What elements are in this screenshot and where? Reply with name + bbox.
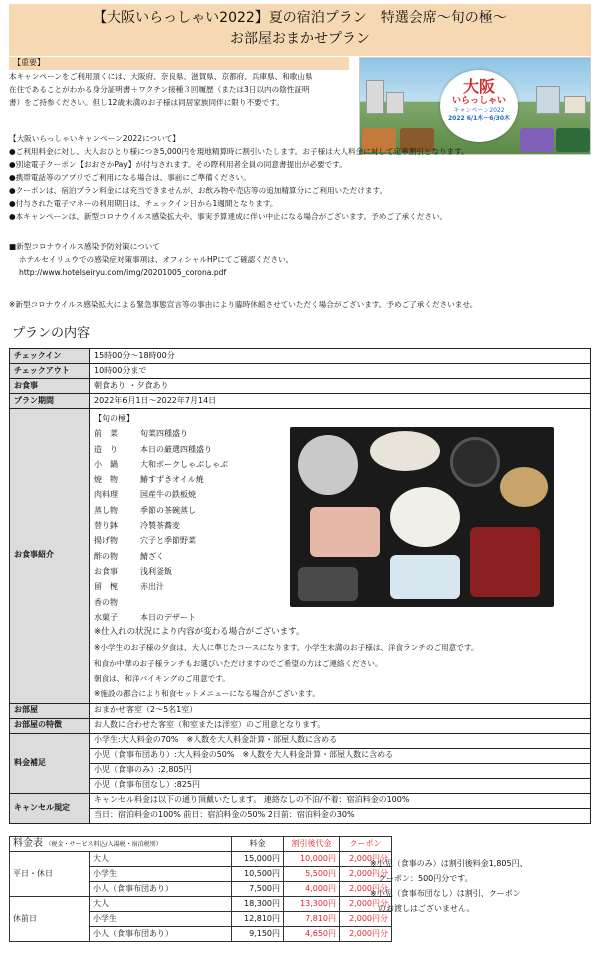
price-value: 9,150円 [232, 927, 284, 942]
price-table [9, 836, 392, 942]
menu-note-strong: ※仕入れの状況により内容が変わる場合がございます。 [94, 627, 305, 638]
price-title: 料金表 [13, 838, 43, 850]
campaign-line: ●付与された電子マネーの利用期日は、チェックイン日から1週間となります。 [9, 199, 278, 208]
guest-type: 大人 [90, 897, 232, 912]
menu-item-key: 造 り [94, 444, 118, 454]
coupon-value: 2,000円分 [340, 897, 392, 912]
period-value: 2022年6月1日～2022年7月14日 [90, 394, 591, 409]
table-row [10, 718, 591, 733]
building-shape [386, 92, 404, 114]
menu-item-key: 香の物 [94, 597, 118, 607]
child-price-line: 小児（食事のみ）:2,805円 [90, 763, 591, 778]
discount-value: 13,300円 [284, 897, 340, 912]
menu-note: ※施設の都合により和食セットメニューになる場合がございます。 [94, 689, 320, 699]
group-name: 休前日 [10, 897, 90, 942]
menu-item-key: 前 菜 [94, 429, 118, 439]
price-value: 7,500円 [232, 882, 284, 897]
closure-note: ※新型コロナウイルス感染拡大による緊急事態宣言等の事由により臨時休館させていただく場合がございます。予めご了承くださいませ。 [9, 300, 478, 309]
grill-dish [450, 437, 500, 487]
table-row [10, 364, 591, 379]
meal-value: 朝食あり ・夕食あり [90, 379, 591, 394]
menu-item-value: 大和ポークしゃぶしゃぶ [140, 459, 228, 469]
discount-value: 4,650円 [284, 927, 340, 942]
table-row [10, 733, 591, 748]
price-table-title [10, 837, 232, 852]
campaign-line: ●本キャンペーンは、新型コロナウイルス感染拡大や、事実予算達成に伴い中止になる場合がございます。予めご了承ください。 [9, 212, 448, 221]
menu-note: 和食か中華のお子様ランチもお選びいただけますのでご希望の方はご連絡ください。 [94, 658, 383, 668]
sashimi-platter [390, 555, 460, 599]
price-header-row [10, 837, 392, 852]
page-title-banner [9, 4, 591, 56]
table-row [10, 349, 591, 364]
menu-item-value: 穴子と季節野菜 [140, 536, 196, 546]
group-name: 平日・休日 [10, 852, 90, 897]
menu-item-value: 本日のデザート [140, 612, 196, 622]
discount-value: 10,000円 [284, 852, 340, 867]
logo-caption: キャンペーン2022 [453, 107, 505, 115]
col-price: 料金 [232, 837, 284, 852]
campaign-heading: 【大阪いらっしゃいキャンペーン2022について】 [9, 134, 180, 143]
table-row [10, 793, 591, 808]
tempura-dish [500, 467, 548, 507]
menu-cell [90, 409, 591, 704]
logo-dates: 2022 6/1木～6/30木 [447, 115, 511, 123]
child-price-label: 料金補足 [10, 733, 90, 793]
menu-item-value: 国産牛の鉄板焼 [140, 490, 196, 500]
campaign-line: ●別途電子クーポン【おおさかPay】が付与されます。その際利用者全員の同意書提出が必要です。 [9, 160, 347, 169]
menu-item-value: 赤出汁 [140, 582, 164, 592]
logo-sub-text: いらっしゃい [451, 96, 506, 106]
menu-item-key: 酢の物 [94, 551, 118, 561]
campaign-line: ●携帯電話等のアプリでご利用になる場合は、事前にご準備ください。 [9, 173, 251, 182]
price-value: 18,300円 [232, 897, 284, 912]
menu-item-value: 鰆すずきオイル焼 [140, 475, 204, 485]
menu-note: ※小学生のお子様の夕食は、大人に準じたコースになります。小学生未満のお子様は、洋食ランチのご用意です。 [94, 643, 479, 653]
col-discount: 割引後代金 [284, 837, 340, 852]
table-row [10, 394, 591, 409]
appetizer-plate [390, 487, 460, 547]
menu-item-key: 水菓子 [94, 612, 118, 622]
table-row [10, 778, 591, 793]
campaign-info [9, 132, 589, 223]
checkout-value: 10時00分まで [90, 364, 591, 379]
plan-heading: プランの内容 [12, 326, 91, 341]
menu-item-key: 留 椀 [94, 582, 118, 592]
notice-text [9, 70, 354, 109]
menu-item-key: 小 鍋 [94, 459, 118, 469]
coupon-value: 2,000円分 [340, 912, 392, 927]
lacquer-box [470, 527, 540, 597]
page-subtitle: お部屋おまかせプラン [230, 31, 370, 47]
logo-main-text: 大阪 [462, 77, 495, 96]
side-note-line: ※小児（食事布団なし）は割引、クーポン [370, 889, 521, 898]
menu-item-value: 旬菜四種盛り [140, 429, 188, 439]
notice-line: 本キャンペーンをご利用頂くには、大阪府、奈良県、滋賀県、京都府、兵庫県、和歌山県 [9, 72, 313, 81]
menu-item-value: 本日の厳選四種盛り [140, 444, 212, 454]
covid-info [9, 240, 589, 279]
coupon-value: 2,000円分 [340, 852, 392, 867]
guest-type: 小人（食事布団あり） [90, 927, 232, 942]
coupon-value: 2,000円分 [340, 927, 392, 942]
cancel-label: キャンセル規定 [10, 793, 90, 823]
guest-type: 大人 [90, 852, 232, 867]
checkout-label: チェックアウト [10, 364, 90, 379]
menu-item-key: 肉料理 [94, 490, 118, 500]
menu-item-value: 冷製茶蕎麦 [140, 521, 180, 531]
menu-item-key: お食事 [94, 566, 118, 576]
side-note-line: ※小児（食事のみ）は割引後料金1,805円、 [370, 859, 528, 868]
guest-type: 小人（食事布団あり） [90, 882, 232, 897]
table-row [10, 852, 392, 867]
menu-item-key: 焼 物 [94, 475, 118, 485]
cancel-line: キャンセル料金は以下の通り頂戴いたします。 連絡なしの不泊/不着：宿泊料金の100% [90, 793, 591, 808]
table-row [10, 808, 591, 823]
price-title-note: （税金・サービス料込/入湯税・宿泊税別） [45, 841, 162, 849]
room-value: おまかせ客室（2～5名1室） [90, 703, 591, 718]
price-value: 15,000円 [232, 852, 284, 867]
pork-platter [310, 507, 380, 557]
covid-line: ホテルセイリュウでの感染症対策事項は、オフィシャルHPにてご確認ください。 [19, 255, 294, 264]
page-title: 【大阪いらっしゃい2022】夏の宿泊プラン 特選会席～旬の極～ [93, 10, 507, 26]
kaiseki-meal-photo [290, 427, 554, 607]
menu-notes [94, 625, 586, 701]
coupon-value: 2,000円分 [340, 882, 392, 897]
table-row [10, 703, 591, 718]
side-note-line: のお渡しはございません。 [370, 904, 475, 913]
discount-value: 4,000円 [284, 882, 340, 897]
child-price-line: 小学生:大人料金の70% ※人数を大人料金計算・部屋人数に含める [90, 733, 591, 748]
notice-line: 書）をご持参ください。但し12歳未満のお子様は同居家族同伴に限り不要です。 [9, 98, 284, 107]
menu-item-value: 鯖ざく [140, 551, 164, 561]
coupon-value: 2,000円分 [340, 867, 392, 882]
price-side-notes [370, 856, 595, 916]
room-label: お部屋 [10, 703, 90, 718]
covid-heading: ■新型コロナウイルス感染予防対策について [9, 242, 160, 251]
cancel-line: 当日：宿泊料金の100% 前日：宿泊料金の50% 2日前：宿泊料金の30% [90, 808, 591, 823]
side-note-line: クーポン：500円分です。 [370, 874, 473, 883]
checkin-value: 15時00分～18時00分 [90, 349, 591, 364]
table-row [10, 748, 591, 763]
menu-item [94, 610, 586, 625]
discount-value: 5,500円 [284, 867, 340, 882]
table-row [10, 409, 591, 704]
campaign-line: ●クーポンは、宿泊プラン料金には充当できませんが、お飲み物や売店等の追加精算分にご利用いただけます。 [9, 186, 388, 195]
room-feature-label: お部屋の特徴 [10, 718, 90, 733]
price-value: 10,500円 [232, 867, 284, 882]
covid-link[interactable]: http://www.hotelseiryu.com/img/20201005_corona.pdf [19, 268, 227, 277]
period-label: プラン期間 [10, 394, 90, 409]
sashimi-dish [370, 431, 440, 471]
discount-value: 7,810円 [284, 912, 340, 927]
menu-item-value: 浅利釜飯 [140, 566, 172, 576]
menu-note: 朝食は、和洋バイキングのご用意です。 [94, 674, 230, 684]
side-dish [298, 567, 358, 601]
child-price-line: 小児（食事布団あり）:大人料金の50% ※人数を大人料金計算・部屋人数に含める [90, 748, 591, 763]
campaign-line: ●ご利用料金に対し、大人おひとり様につき5,000円を現地精算時に割引いたします。お子様は大人料金に対して定率割引となります。 [9, 147, 469, 156]
notice-line: 在住であることがわかる身分証明書＋ワクチン接種３回履歴（または3日以内の陰性証明 [9, 85, 310, 94]
menu-title: 【旬の極】 [94, 414, 134, 423]
guest-type: 小学生 [90, 867, 232, 882]
child-price-line: 小児（食事布団なし）:825円 [90, 778, 591, 793]
menu-item-key: 替り鉢 [94, 521, 118, 531]
menu-item-key: 揚げ物 [94, 536, 118, 546]
building-shape [564, 96, 586, 114]
menu-label: お食事紹介 [10, 409, 90, 704]
table-row [10, 379, 591, 394]
notice-label: 【重要】 [9, 57, 349, 70]
guest-type: 小学生 [90, 912, 232, 927]
meal-label: お食事 [10, 379, 90, 394]
hotpot-dish [298, 435, 358, 495]
col-coupon: クーポン [340, 837, 392, 852]
price-value: 12,810円 [232, 912, 284, 927]
menu-item-value: 季節の茶碗蒸し [140, 505, 196, 515]
table-row [10, 897, 392, 912]
room-feature-value: お人数に合わせた客室（和室または洋室）のご用意となります。 [90, 718, 591, 733]
table-row [10, 763, 591, 778]
menu-item-key: 蒸し物 [94, 505, 118, 515]
checkin-label: チェックイン [10, 349, 90, 364]
building-shape [536, 86, 560, 114]
building-shape [366, 80, 384, 114]
plan-table [9, 348, 591, 824]
